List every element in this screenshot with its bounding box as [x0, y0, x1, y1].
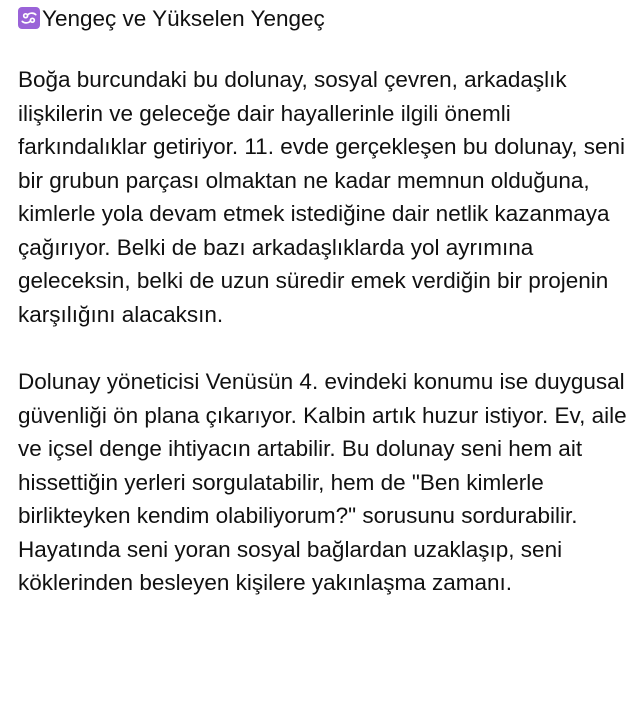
paragraph-venus-4th-house: Dolunay yöneticisi Venüsün 4. evindeki konumu ise duygusal güvenliği ön plana çıkarıyor. Kalbin artık huzur istiyor. Ev, aile ve içsel denge ihtiyacın artabilir. Bu dolunay seni hem ait hissettiğin yerleri sorgulatabilir, hem de "Ben kimlerle birlikteyken kendim olabiliyorum?" sorusunu sordurabilir. Hayatında seni yoran sosyal bağlardan uzaklaşıp, seni köklerinden besleyen kişilere yakınlaşma zamanı.	[18, 369, 627, 595]
section-heading	[18, 0, 630, 36]
cancer-zodiac-icon	[18, 7, 40, 29]
paragraph-full-moon-taurus: Boğa burcundaki bu dolunay, sosyal çevren, arkadaşlık ilişkilerin ve geleceğe dair hayallerinle ilgili önemli farkındalıklar getiriyor. 11. evde gerçekleşen bu dolunay, seni bir grubun parçası olmaktan ne kadar memnun olduğuna, kimlerle yola devam etmek istediğine dair netlik kazanmaya çağırıyor. Belki de bazı arkadaşlıklarda yol ayrımına geleceksin, belki de uzun süredir emek verdiğin bir projenin karşılığını alacaksın.	[18, 67, 626, 327]
heading-title: Yengeç ve Yükselen Yengeç	[42, 5, 325, 31]
